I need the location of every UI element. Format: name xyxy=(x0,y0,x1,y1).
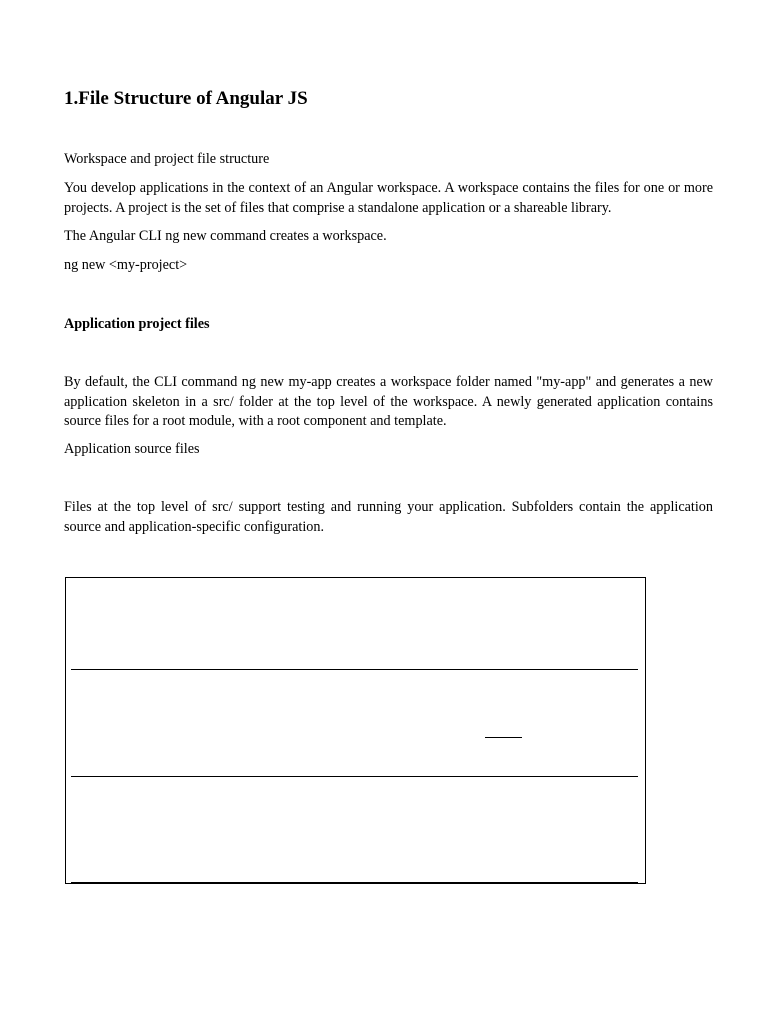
table-row-divider xyxy=(71,669,638,670)
code-line-ng-new: ng new <my-project> xyxy=(64,257,188,273)
paragraph-workspace-intro: You develop applications in the context of an Angular workspace. A workspace contains the files for one or more projects. A project is the set of files that comprise a standalone application or a shareable library. xyxy=(64,180,713,216)
section-heading-app-project-files: Application project files xyxy=(64,316,210,332)
empty-table xyxy=(65,577,646,884)
paragraph-src-files: Files at the top level of src/ support testing and running your application. Subfolders contain the application source and application-specific configuration. xyxy=(64,499,713,535)
table-row-divider xyxy=(71,882,638,883)
document-title: 1.File Structure of Angular JS xyxy=(64,88,308,109)
section-heading-workspace: Workspace and project file structure xyxy=(64,151,270,167)
paragraph-cli-command: The Angular CLI ng new command creates a workspace. xyxy=(64,228,387,244)
table-short-line xyxy=(485,737,522,738)
table-row-divider xyxy=(71,776,638,777)
section-heading-app-source-files: Application source files xyxy=(64,441,200,457)
paragraph-default-app: By default, the CLI command ng new my-app creates a workspace folder named "my-app" and generates a new application skeleton in a src/ folder at the top level of the workspace. A newly generated application contains source files for a root module, with a root component and template. xyxy=(64,374,713,429)
